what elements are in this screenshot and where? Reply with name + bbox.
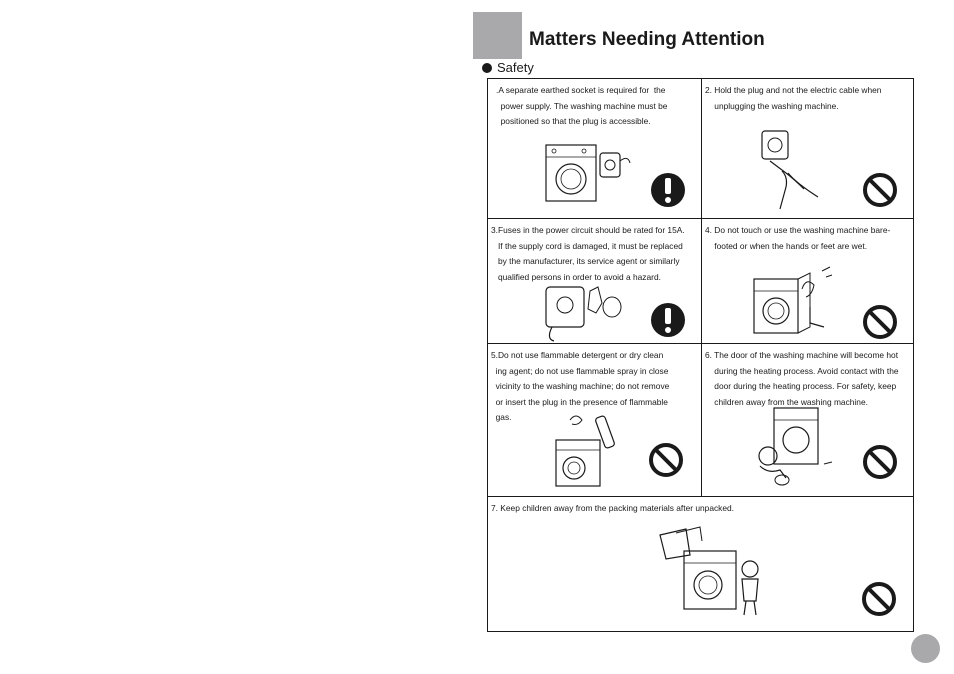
washing-machine-socket-illustration [544,131,632,203]
safety-item-1 [488,79,701,218]
safety-item-2 [702,79,913,218]
page-number-circle [911,634,940,663]
fuse-socket-illustration [540,283,632,343]
packing-materials-child-illustration [656,525,772,619]
prohibition-icon [862,304,898,340]
exclamation-icon [650,172,686,208]
safety-item-text: 6. The door of the washing machine will become hot during the heating process. Avoid contact with the door during the heating process. For safety, keep children away from the washing machine. [705,350,899,407]
safety-item-3 [488,219,701,343]
prohibition-icon [862,172,898,208]
bullet-icon [482,63,492,73]
safety-item-6 [702,344,913,496]
safety-item-text: 4. Do not touch or use the washing machine bare- footed or when the hands or feet are wet. [705,225,891,251]
safety-item-text: 7. Keep children away from the packing materials after unpacked. [491,503,735,513]
safety-item-7 [488,497,913,631]
safety-item-text: 2. Hold the plug and not the electric cable when unplugging the washing machine. [705,85,882,111]
safety-item-text: .A separate earthed socket is required for the power supply. The washing machine must be positioned so that the plug is accessible. [496,85,668,126]
safety-item-text: 5.Do not use flammable detergent or dry clean ing agent; do not use flammable spray in close vicinity to the washing machine; do not remove or insert the plug in the presence of flammable gas. [491,350,670,422]
flammable-spray-illustration [552,408,622,490]
section-label: Safety [497,60,534,75]
prohibition-icon [648,442,684,478]
exclamation-icon [650,302,686,338]
safety-grid [487,78,914,632]
prohibition-icon [861,581,897,617]
safety-item-5 [488,344,701,496]
safety-item-text: 3.Fuses in the power circuit should be rated for 15A. If the supply cord is damaged, it must be replaced by the manufacturer, its service agent or similarly qualified persons in order to avoid a hazard. [491,225,685,282]
page-title: Matters Needing Attention [529,29,765,50]
header-gray-block [473,12,522,59]
unplugging-hand-illustration [758,127,828,213]
prohibition-icon [862,444,898,480]
wet-hands-washing-machine-illustration [750,263,834,339]
safety-item-4 [702,219,913,343]
hot-door-child-illustration [752,404,838,486]
section-heading [482,60,534,75]
